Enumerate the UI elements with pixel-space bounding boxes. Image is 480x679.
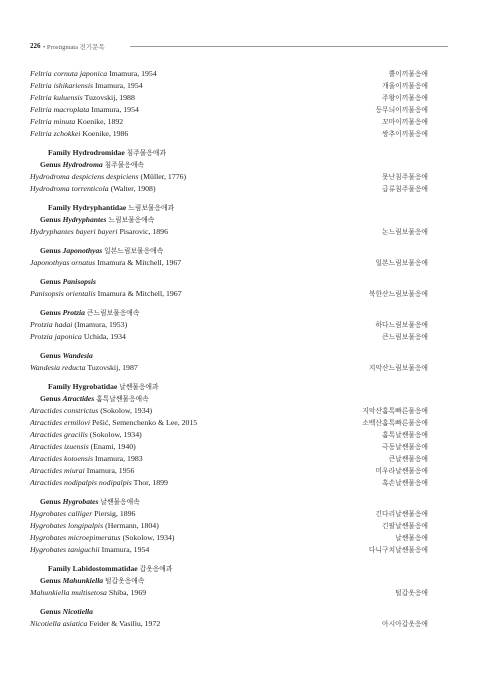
species-epithet: constrictus xyxy=(64,406,99,415)
scientific-name xyxy=(30,465,134,477)
species-epithet: torrenticola xyxy=(71,184,109,193)
korean-name: 홈톡날쌘물응애 xyxy=(382,431,428,439)
section-spacer xyxy=(30,374,428,381)
author-citation: Imamura, 1954 xyxy=(109,69,157,78)
genus-heading-name: Nicotiella xyxy=(62,607,93,616)
family-name: Family Hydryphantidae xyxy=(48,203,127,212)
species-row xyxy=(30,362,428,374)
author-citation: Thor, 1899 xyxy=(133,478,168,487)
korean-name: 혹손날쌘물응애 xyxy=(382,479,428,487)
genus-label: Genus xyxy=(40,607,61,616)
genus-name: Hygrobates xyxy=(30,533,67,542)
korean-name: 개울이끼물응애 xyxy=(382,82,428,90)
header-rule xyxy=(130,46,448,47)
section-spacer xyxy=(30,343,428,350)
scientific-name xyxy=(30,544,149,556)
family-name: Family Labidostommatidae xyxy=(48,564,138,573)
genus-name: Feltria xyxy=(30,81,52,90)
genus-heading xyxy=(30,214,428,226)
page-number: 226 xyxy=(30,42,41,50)
genus-heading xyxy=(30,606,428,618)
korean-name: 주왕이끼물응애 xyxy=(382,94,428,102)
genus-name: Atractides xyxy=(30,442,63,451)
species-row xyxy=(30,171,428,183)
genus-korean-name: 느림보물응애속 xyxy=(108,216,155,224)
korean-name: 미우라날쌘물응애 xyxy=(375,467,428,475)
scientific-name xyxy=(30,618,160,630)
author-citation: (Sokolow, 1934) xyxy=(89,430,142,439)
species-row xyxy=(30,183,428,195)
genus-korean-name: 큰느림보물응애속 xyxy=(86,309,140,317)
section-spacer xyxy=(30,238,428,245)
species-row xyxy=(30,405,428,417)
genus-name: Atractides xyxy=(30,466,63,475)
species-epithet: gracilis xyxy=(64,430,88,439)
species-epithet: izuensis xyxy=(64,442,89,451)
genus-name: Panisopsis xyxy=(30,289,64,298)
genus-heading xyxy=(30,307,428,319)
author-citation: Imamura, 1954 xyxy=(91,105,139,114)
genus-label: Genus xyxy=(40,246,61,255)
species-row xyxy=(30,92,428,104)
species-epithet: asiatica xyxy=(62,619,88,628)
genus-name: Feltria xyxy=(30,93,52,102)
scientific-name xyxy=(30,171,186,183)
scientific-name xyxy=(30,80,143,92)
family-heading xyxy=(30,147,428,159)
genus-name: Protzia xyxy=(30,332,53,341)
family-korean-name: 날쌘물응애과 xyxy=(119,383,159,391)
species-epithet: orientalis xyxy=(65,289,96,298)
author-citation: Piersig, 1896 xyxy=(94,509,136,518)
species-row xyxy=(30,116,428,128)
scientific-name xyxy=(30,257,181,269)
korean-name: 못난침주물응애 xyxy=(382,173,428,181)
species-epithet: cornuta japonica xyxy=(53,69,108,78)
scientific-name xyxy=(30,429,142,441)
species-list xyxy=(30,68,428,630)
author-citation: (Sokolow, 1934) xyxy=(122,533,175,542)
species-row xyxy=(30,477,428,489)
genus-heading-name: Panisopsis xyxy=(62,277,96,286)
author-citation: Uchida, 1934 xyxy=(83,332,126,341)
author-citation: (Imamura, 1953) xyxy=(74,320,128,329)
author-citation: Pešić, Semenchenko & Lee, 2015 xyxy=(91,418,198,427)
genus-name: Atractides xyxy=(30,430,63,439)
family-korean-name: 침주물응애과 xyxy=(126,149,167,157)
species-epithet: ornatus xyxy=(71,258,96,267)
genus-name: Hydrodroma xyxy=(30,172,70,181)
korean-name: 아시아갑옷응애 xyxy=(382,620,428,628)
species-row xyxy=(30,441,428,453)
korean-name: 북한산느림보물응애 xyxy=(368,290,428,298)
species-epithet: bayeri bayeri xyxy=(75,227,118,236)
genus-heading xyxy=(30,276,428,288)
author-citation: Tuzovskij, 1987 xyxy=(87,363,138,372)
genus-heading-name: Hygrobates xyxy=(62,497,99,506)
species-epithet: macroplata xyxy=(53,105,90,114)
species-epithet: hadai xyxy=(54,320,73,329)
scientific-name xyxy=(30,405,152,417)
family-heading xyxy=(30,202,428,214)
species-row xyxy=(30,532,428,544)
scientific-name xyxy=(30,532,174,544)
species-epithet: japonica xyxy=(54,332,82,341)
scientific-name xyxy=(30,288,182,300)
species-epithet: microepimeratus xyxy=(68,533,121,542)
species-epithet: miurai xyxy=(64,466,85,475)
genus-label: Genus xyxy=(40,160,61,169)
korean-name: 다니구치날쌘물응애 xyxy=(368,546,428,554)
scientific-name xyxy=(30,453,143,465)
section-spacer xyxy=(30,140,428,147)
genus-name: Feltria xyxy=(30,129,52,138)
author-citation: Imamura & Mitchell, 1967 xyxy=(97,289,182,298)
genus-name: Feltria xyxy=(30,105,52,114)
species-epithet: reducta xyxy=(62,363,86,372)
author-citation: Imamura, 1956 xyxy=(86,466,135,475)
author-citation: Koenike, 1986 xyxy=(82,129,129,138)
genus-label: Genus xyxy=(40,351,61,360)
species-epithet: multisetosa xyxy=(71,588,107,597)
author-citation: (Enami, 1940) xyxy=(90,442,136,451)
species-epithet: calliger xyxy=(68,509,93,518)
author-citation: Imamura, 1983 xyxy=(95,454,143,463)
family-heading xyxy=(30,563,428,575)
author-citation: Imamura, 1954 xyxy=(101,545,150,554)
genus-name: Atractides xyxy=(30,418,63,427)
genus-heading-name: Protzia xyxy=(62,308,85,317)
author-citation: (Sokolow, 1934) xyxy=(100,406,153,415)
genus-heading-name: Wandesia xyxy=(62,351,93,360)
scientific-name xyxy=(30,92,135,104)
genus-name: Mahunkiella xyxy=(30,588,70,597)
species-row xyxy=(30,429,428,441)
genus-korean-name: 날쌘물응애속 xyxy=(100,498,140,506)
korean-name: 하다느림보물응애 xyxy=(375,321,428,329)
genus-heading-name: Mahunkiella xyxy=(62,576,104,585)
species-row xyxy=(30,520,428,532)
korean-name: 등무늬이끼물응애 xyxy=(375,106,428,114)
scientific-name xyxy=(30,183,156,195)
scientific-name xyxy=(30,128,128,140)
korean-name: 큰날쌘물응애 xyxy=(388,455,428,463)
species-epithet: ishikariensis xyxy=(53,81,94,90)
scientific-name xyxy=(30,116,123,128)
korean-name: 긴다리날쌘물응애 xyxy=(375,510,428,518)
family-name: Family Hygrobatidae xyxy=(48,382,118,391)
scientific-name xyxy=(30,362,138,374)
genus-heading xyxy=(30,245,428,257)
species-epithet: despiciens despiciens xyxy=(71,172,139,181)
genus-korean-name: 일본느림보물응애속 xyxy=(104,247,164,255)
author-citation: (Müller, 1776) xyxy=(140,172,187,181)
genus-name: Nicotiella xyxy=(30,619,61,628)
species-epithet: longipalpis xyxy=(68,521,104,530)
korean-name: 털갑옷응애 xyxy=(395,589,428,597)
species-row xyxy=(30,226,428,238)
genus-name: Wandesia xyxy=(30,363,61,372)
genus-name: Hygrobates xyxy=(30,509,67,518)
scientific-name xyxy=(30,226,168,238)
author-citation: Tuzovskij, 1988 xyxy=(84,93,135,102)
family-korean-name: 갑옷응애과 xyxy=(139,565,173,573)
species-row xyxy=(30,128,428,140)
species-row xyxy=(30,453,428,465)
species-row xyxy=(30,288,428,300)
scientific-name xyxy=(30,477,168,489)
scientific-name xyxy=(30,441,136,453)
genus-name: Atractides xyxy=(30,478,63,487)
section-spacer xyxy=(30,599,428,606)
genus-name: Hydryphantes xyxy=(30,227,74,236)
genus-label: Genus xyxy=(40,394,61,403)
scientific-name xyxy=(30,104,139,116)
author-citation: (Walter, 1908) xyxy=(110,184,156,193)
genus-label: Genus xyxy=(40,497,61,506)
species-epithet: taniguchii xyxy=(68,545,100,554)
korean-name: 지악산느림보물응애 xyxy=(368,364,428,372)
page-header xyxy=(30,42,448,54)
author-citation: Imamura & Mitchell, 1967 xyxy=(97,258,182,267)
species-epithet: nodipalpis nodipalpis xyxy=(64,478,132,487)
korean-name: 뿔이끼물응애 xyxy=(388,70,428,78)
korean-name: 꼬마이끼물응애 xyxy=(382,118,428,126)
species-row xyxy=(30,544,428,556)
genus-name: Hydrodroma xyxy=(30,184,70,193)
genus-heading-name: Hydryphantes xyxy=(62,215,107,224)
korean-name: 긴팔날쌘물응애 xyxy=(382,522,428,530)
species-row xyxy=(30,319,428,331)
scientific-name xyxy=(30,508,135,520)
genus-korean-name: 털갑옷응애속 xyxy=(105,577,145,585)
family-heading xyxy=(30,381,428,393)
author-citation: Shiba, 1969 xyxy=(108,588,147,597)
species-row xyxy=(30,618,428,630)
genus-label: Genus xyxy=(40,576,61,585)
family-name: Family Hydrodromidae xyxy=(48,148,125,157)
author-citation: Koenike, 1892 xyxy=(77,117,124,126)
genus-label: Genus xyxy=(40,308,61,317)
korean-name: 극동날쌘물응애 xyxy=(382,443,428,451)
section-spacer xyxy=(30,489,428,496)
species-epithet: ermilovi xyxy=(64,418,90,427)
section-spacer xyxy=(30,300,428,307)
section-spacer xyxy=(30,195,428,202)
korean-name: 일본느림보물응애 xyxy=(375,259,428,267)
korean-name: 날쌘물응애 xyxy=(395,534,428,542)
genus-name: Hygrobates xyxy=(30,545,67,554)
family-korean-name: 느림보물응애과 xyxy=(128,204,175,212)
section-spacer xyxy=(30,556,428,563)
genus-heading-name: Hydrodroma xyxy=(62,160,103,169)
genus-heading-name: Atractides xyxy=(62,394,95,403)
species-epithet: minuta xyxy=(53,117,76,126)
genus-name: Hygrobates xyxy=(30,521,67,530)
genus-name: Feltria xyxy=(30,69,52,78)
korean-name: 급류침주물응애 xyxy=(382,185,428,193)
species-row xyxy=(30,508,428,520)
species-row xyxy=(30,417,428,429)
species-row xyxy=(30,80,428,92)
header-bullet: • xyxy=(43,44,46,51)
species-row xyxy=(30,331,428,343)
header-title: Prostigmata 전기문목 xyxy=(46,44,105,51)
species-row xyxy=(30,587,428,599)
species-epithet: zchokkei xyxy=(53,129,81,138)
species-epithet: kotoensis xyxy=(64,454,94,463)
genus-name: Atractides xyxy=(30,454,63,463)
author-citation: Feider & Vasiliu, 1972 xyxy=(89,619,161,628)
genus-heading xyxy=(30,393,428,405)
scientific-name xyxy=(30,520,159,532)
section-spacer xyxy=(30,269,428,276)
scientific-name xyxy=(30,417,197,429)
genus-heading xyxy=(30,350,428,362)
genus-heading-name: Japonothyas xyxy=(62,246,103,255)
genus-heading xyxy=(30,496,428,508)
korean-name: 쌍추이끼물응애 xyxy=(382,130,428,138)
scientific-name xyxy=(30,331,126,343)
author-citation: Pisarovic, 1896 xyxy=(119,227,168,236)
korean-name: 지악산홈톡빠른물응애 xyxy=(362,407,428,415)
genus-label: Genus xyxy=(40,277,61,286)
genus-korean-name: 홈톡날쌘물응애속 xyxy=(96,395,149,403)
scientific-name xyxy=(30,68,157,80)
species-row xyxy=(30,257,428,269)
scientific-name xyxy=(30,587,146,599)
genus-heading xyxy=(30,159,428,171)
genus-name: Atractides xyxy=(30,406,63,415)
species-row xyxy=(30,104,428,116)
species-row xyxy=(30,465,428,477)
korean-name: 소백산홈톡빠른물응애 xyxy=(362,419,428,427)
korean-name: 큰느림보물응애 xyxy=(382,333,428,341)
author-citation: (Hermann, 1804) xyxy=(105,521,159,530)
genus-name: Feltria xyxy=(30,117,52,126)
genus-label: Genus xyxy=(40,215,61,224)
species-row xyxy=(30,68,428,80)
author-citation: Imamura, 1954 xyxy=(94,81,143,90)
genus-korean-name: 침주물응애속 xyxy=(104,161,144,169)
scientific-name xyxy=(30,319,127,331)
genus-heading xyxy=(30,575,428,587)
species-epithet: kuluensis xyxy=(53,93,83,102)
genus-name: Japonothyas xyxy=(30,258,70,267)
genus-name: Protzia xyxy=(30,320,53,329)
running-title xyxy=(43,42,105,51)
korean-name: 논느림보물응애 xyxy=(382,228,428,236)
